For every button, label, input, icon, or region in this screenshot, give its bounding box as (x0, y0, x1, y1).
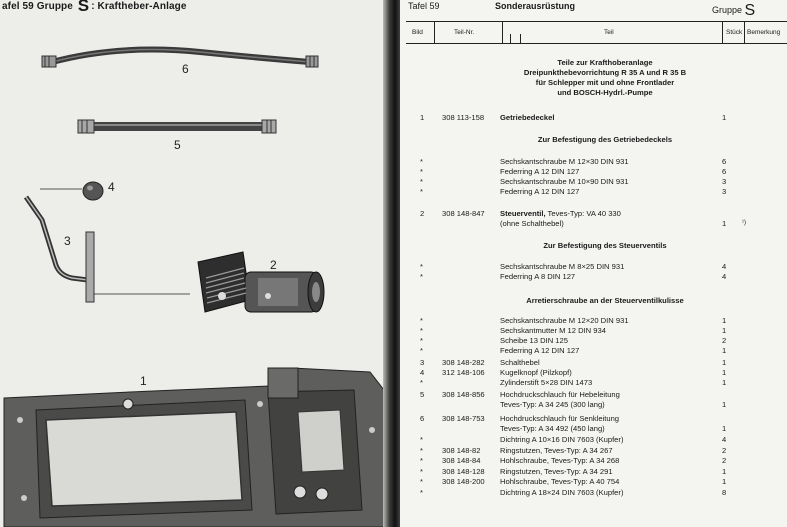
row-quantity: 1 (722, 316, 727, 325)
row-description: Scheibe 13 DIN 125 (500, 336, 568, 345)
row-teil-nr: 308 148-84 (442, 456, 481, 465)
row-bild: * (420, 435, 423, 444)
row-quantity: 1 (722, 358, 727, 367)
hose-5-drawing (78, 120, 276, 133)
row-teil-nr: 308 148-200 (442, 477, 485, 486)
row-description: Dichtring A 10×16 DIN 7603 (Kupfer) (500, 435, 624, 444)
row-teil-nr: 308 148-128 (442, 467, 485, 476)
subheading-getriebedeckel: Zur Befestigung des Getriebedeckels (537, 135, 673, 144)
row-bild: 4 (420, 368, 425, 377)
left-title: : Kraftheber-Anlage (91, 1, 187, 12)
row-description: Sechskantschraube M 10×90 DIN 931 (500, 177, 629, 186)
right-tafel: Tafel 59 (408, 1, 440, 11)
row-bild: 2 (420, 209, 425, 218)
row-description: Sechskantmutter M 12 DIN 934 (500, 326, 606, 335)
row-description: Hohlschraube, Teves-Typ: A 34 268 (500, 456, 620, 465)
right-page (400, 0, 787, 527)
right-gruppe-label: Gruppe (712, 5, 743, 15)
row-teil-nr: 308 148-847 (442, 209, 485, 218)
row-description-bold: Steuerventil, (500, 209, 546, 218)
figure-label-3: 3 (64, 234, 71, 248)
col-stueck: Stück (726, 29, 743, 36)
row-description: Sechskantschraube M 12×20 DIN 931 (500, 316, 629, 325)
row-bild: * (420, 316, 423, 325)
right-page-header (400, 0, 787, 19)
row-description: Federring A 8 DIN 127 (500, 272, 576, 281)
row-description: Federring A 12 DIN 127 (500, 167, 580, 176)
row-bild: * (420, 346, 423, 355)
row-bild: * (420, 187, 423, 196)
figure-label-5: 5 (174, 138, 181, 152)
row-teil-nr: 308 148-856 (442, 390, 485, 399)
row-quantity: 1 (722, 378, 727, 387)
row-quantity: 6 (722, 167, 727, 176)
row-bild: * (420, 262, 423, 271)
row-quantity: 1 (722, 219, 727, 228)
left-gruppe-label: Gruppe (36, 1, 73, 12)
row-bild: * (420, 488, 423, 497)
col-bild: Bild (412, 29, 423, 36)
row-quantity: 4 (722, 435, 727, 444)
row-description: Ringstutzen, Teves-Typ: A 34 267 (500, 446, 613, 455)
col-teil-nr: Teil-Nr. (454, 29, 475, 36)
figure-label-1: 1 (140, 374, 147, 388)
row-bild: * (420, 326, 423, 335)
row-description: Schalthebel (500, 358, 540, 367)
row-bild: * (420, 378, 423, 387)
row-description: Federring A 12 DIN 127 (500, 346, 580, 355)
row-quantity: 2 (722, 336, 727, 345)
row-quantity: 2 (722, 446, 727, 455)
row-quantity: 6 (722, 157, 727, 166)
right-gruppe-letter: S (744, 2, 756, 19)
row-bild: 3 (420, 358, 425, 367)
row-quantity: 2 (722, 456, 727, 465)
hose-6-drawing (42, 50, 318, 67)
row-bild: 1 (420, 113, 425, 122)
row-description: Hohlschraube, Teves-Typ: A 40 754 (500, 477, 620, 486)
row-description: Ringstutzen, Teves-Typ: A 34 291 (500, 467, 613, 476)
row-bild: * (420, 336, 423, 345)
row-bild: * (420, 477, 423, 486)
right-gruppe (712, 0, 755, 18)
main-title-1: Teile zur Krafthoberanlage (557, 58, 653, 67)
row-bild: * (420, 456, 423, 465)
figure-label-6: 6 (182, 62, 189, 76)
row-quantity: 1 (722, 467, 727, 476)
row-teil-nr: 308 148-82 (442, 446, 481, 455)
row-quantity: 1 (722, 424, 727, 433)
main-title-4: und BOSCH-Hydrl.-Pumpe (557, 88, 653, 97)
row-note: ¹) (742, 220, 746, 226)
row-teil-nr: 308 148-282 (442, 358, 485, 367)
main-title-3: für Schlepper mit und ohne Frontlader (535, 78, 675, 87)
row-description: Teves-Typ: A 34 245 (300 lang) (500, 400, 605, 409)
section-title: Sonderausrüstung (495, 1, 576, 11)
row-quantity: 1 (722, 400, 727, 409)
row-description: Sechskantschraube M 8×25 DIN 931 (500, 262, 625, 271)
row-teil-nr: 308 148-753 (442, 414, 485, 423)
row-bild: 6 (420, 414, 425, 423)
valve-2-drawing (198, 252, 324, 312)
col-teil: Teil (604, 29, 614, 36)
row-description: Teves-Typ: A 34 492 (450 lang) (500, 424, 605, 433)
row-quantity: 4 (722, 262, 727, 271)
row-bild: * (420, 167, 423, 176)
col-bemerkung: Bemerkung (747, 29, 781, 36)
figure-label-4: 4 (108, 180, 115, 194)
lever-3-drawing (26, 197, 190, 302)
row-description: Federring A 12 DIN 127 (500, 187, 580, 196)
row-bild: 5 (420, 390, 425, 399)
row-bild: * (420, 177, 423, 186)
row-description: Sechskantschraube M 12×30 DIN 931 (500, 157, 629, 166)
row-description: Getriebedeckel (500, 113, 555, 122)
parts-illustration (0, 0, 390, 527)
row-bild: * (420, 446, 423, 455)
row-quantity: 1 (722, 113, 727, 122)
row-description: Zylinderstift 5×28 DIN 1473 (500, 378, 593, 387)
row-bild: * (420, 467, 423, 476)
figure-label-2: 2 (270, 258, 277, 272)
row-teil-nr: 308 113-158 (442, 113, 485, 122)
row-description: Kugelknopf (Pilzkopf) (500, 368, 572, 377)
subheading-steuerventil: Zur Befestigung des Steuerventils (543, 241, 667, 250)
row-description: Steuerventil, Teves-Typ: VA 40 330 (500, 209, 621, 218)
row-quantity: 8 (722, 488, 727, 497)
left-gruppe: S (77, 0, 90, 15)
row-teil-nr: 312 148-106 (442, 368, 485, 377)
row-quantity: 1 (722, 346, 727, 355)
parts-table-header (406, 21, 787, 44)
row-quantity: 3 (722, 177, 727, 186)
left-page (0, 0, 390, 527)
left-tafel: afel 59 (2, 1, 34, 12)
row-quantity: 4 (722, 272, 727, 281)
row-bild: * (420, 272, 423, 281)
row-quantity: 1 (722, 477, 727, 486)
row-quantity: 1 (722, 326, 727, 335)
row-quantity: 1 (722, 368, 727, 377)
row-quantity: 3 (722, 187, 727, 196)
subheading-arretierschraube: Arretierschraube an der Steuerventilkulisse (526, 296, 684, 305)
row-description: (ohne Schalthebel) (500, 219, 564, 228)
row-description: Hochdruckschlauch für Senkleitung (500, 414, 620, 423)
housing-1-drawing (4, 368, 384, 527)
row-description: Hochdruckschlauch für Hebeleitung (500, 390, 620, 399)
row-bild: * (420, 157, 423, 166)
main-title-2: Dreipunkthebevorrichtung R 35 A und R 35 B (523, 68, 687, 77)
row-description: Dichtring A 18×24 DIN 7603 (Kupfer) (500, 488, 624, 497)
knob-4-drawing (40, 182, 103, 200)
